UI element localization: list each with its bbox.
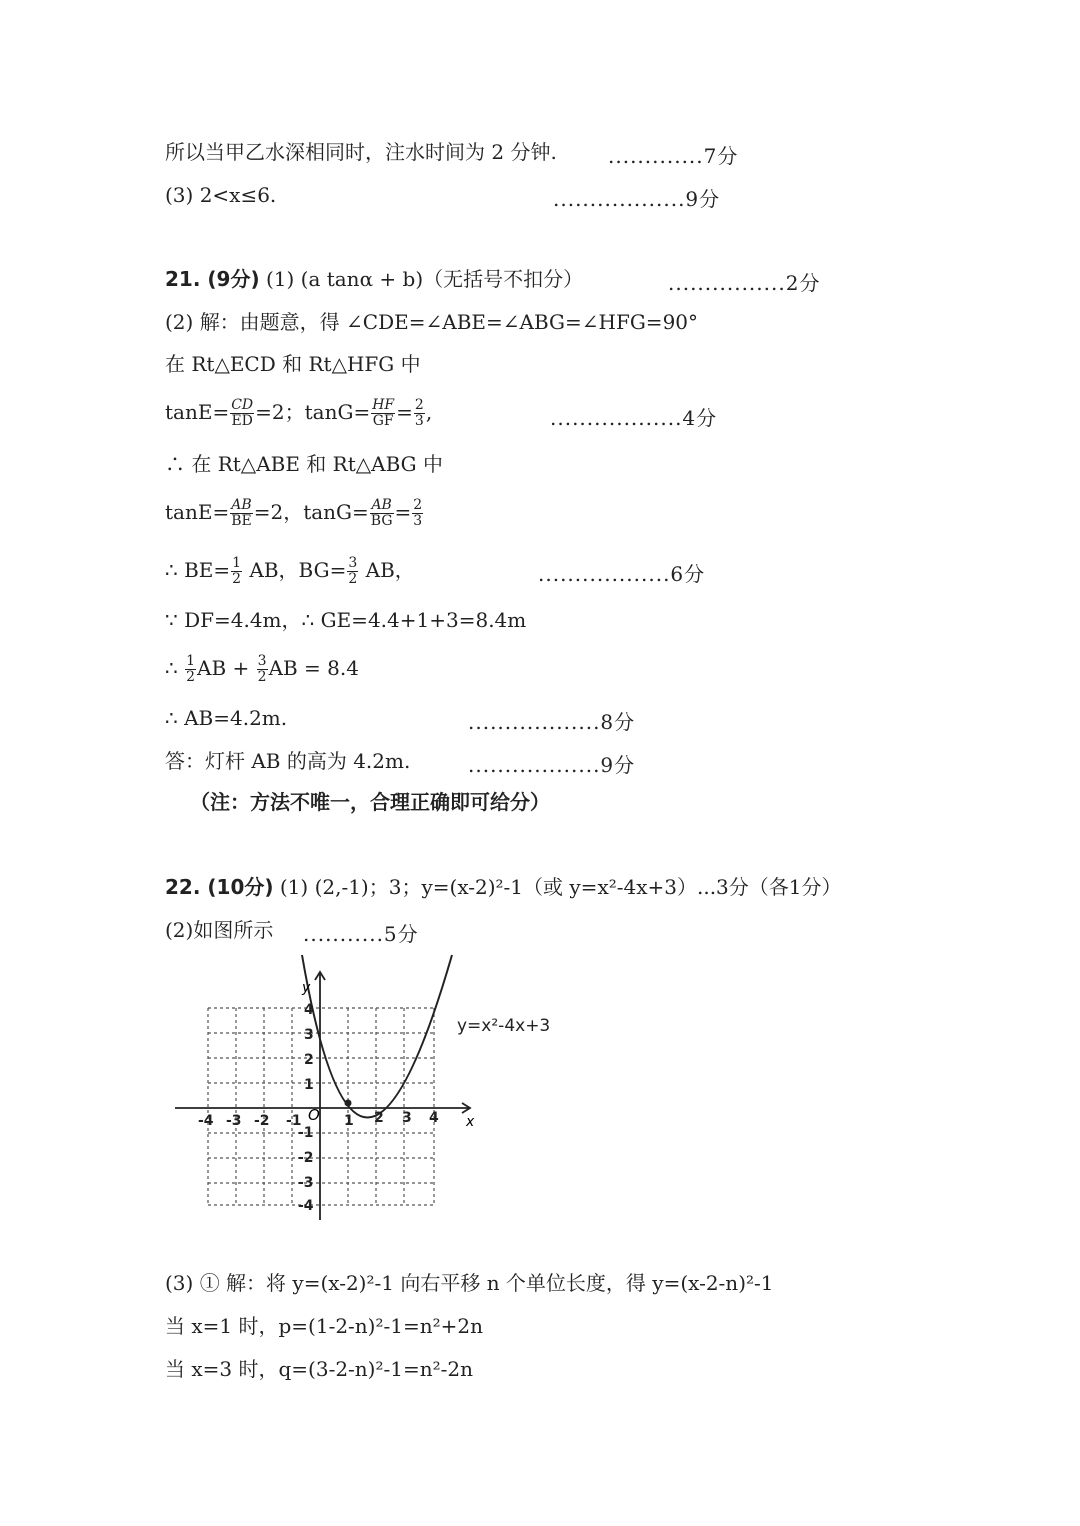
- svg-text:3: 3: [402, 1110, 412, 1126]
- score-9b: ..................9分: [468, 753, 636, 777]
- q22-line-3: (3) ① 解：将 y=(x-2)²-1 向右平移 n 个单位长度，得 y=(x-2-n)²-1: [165, 1271, 774, 1295]
- q21-tan-line-2: tanE= $\frac{AB}{BE}$ =2，tanG= $\frac{AB}{BG}$ = $\frac{2}{3}$: [165, 497, 423, 529]
- q22-heading: 22. (10分): [165, 875, 274, 899]
- fraction-2-3-b: $\frac{2}{3}$: [413, 497, 423, 529]
- score-9a: ..................9分: [553, 187, 721, 211]
- fraction-2-3: $\frac{2}{3}$: [414, 397, 424, 429]
- q21-line-2: (2) 解：由题意，得 ∠CDE=∠ABE=∠ABG=∠HFG=90°: [165, 310, 699, 334]
- q22-line-1: [165, 875, 842, 899]
- x-axis-label: x: [466, 1114, 475, 1130]
- text-line-2: (3) 2<x≤6.: [165, 183, 277, 207]
- fraction-3-2: $\frac{3}{2}$: [348, 555, 358, 587]
- fraction-1-2-b: $\frac{1}{2}$: [186, 653, 196, 685]
- curve-label: y=x²-4x+3: [457, 1016, 551, 1036]
- q21-therefore-line: ∴ 在 Rt△ABE 和 Rt△ABG 中: [165, 452, 443, 476]
- score-7: .............7分: [608, 144, 739, 168]
- q21-tan-line-1: tanE= $\frac{CD}{ED}$ =2；tanG= $\frac{HF}{GF}$ = $\frac{2}{3}$ ,: [165, 397, 433, 429]
- fraction-ab-bg: $\frac{AB}{BG}$: [370, 497, 393, 529]
- svg-text:1: 1: [304, 1077, 314, 1093]
- fraction-cd-ed: $\frac{CD}{ED}$: [231, 397, 254, 429]
- tanE-label: tanE=: [165, 400, 230, 424]
- q21-note: （注：方法不唯一，合理正确即可给分）: [190, 790, 550, 814]
- svg-text:-3: -3: [226, 1113, 242, 1129]
- point-1-0: [345, 1100, 352, 1107]
- tanG-label: =2；tanG=: [255, 400, 371, 424]
- q21-part1: (1) (a tanα + b)（无括号不扣分）: [265, 267, 584, 291]
- q21-line-1: [165, 267, 583, 291]
- svg-text:-2: -2: [298, 1150, 314, 1166]
- q22-line-2: (2)如图所示: [165, 918, 274, 942]
- tanG-label-2: =2，tanG=: [253, 500, 369, 524]
- fraction-ab-be: $\frac{AB}{BE}$: [231, 497, 252, 529]
- q21-heading: 21. (9分): [165, 267, 260, 291]
- svg-text:2: 2: [374, 1110, 384, 1126]
- score-4: ..................4分: [550, 406, 718, 430]
- svg-text:-1: -1: [286, 1113, 302, 1129]
- q21-because-line: ∵ DF=4.4m，∴ GE=4.4+1+3=8.4m: [165, 608, 527, 632]
- score-8: ..................8分: [468, 710, 636, 734]
- tanE-label-2: tanE=: [165, 500, 230, 524]
- svg-text:-1: -1: [298, 1125, 314, 1141]
- svg-text:-2: -2: [254, 1113, 270, 1129]
- fraction-1-2: $\frac{1}{2}$: [232, 555, 242, 587]
- q22-line-4: 当 x=1 时，p=(1-2-n)²-1=n²+2n: [165, 1314, 484, 1338]
- q21-answer-line: 答：灯杆 AB 的高为 4.2m.: [165, 749, 411, 773]
- score-5: ...........5分: [303, 922, 419, 946]
- parabola-graph: [170, 950, 551, 1220]
- score-6: ..................6分: [538, 562, 706, 586]
- fraction-3-2-b: $\frac{3}{2}$: [257, 653, 267, 685]
- svg-text:2: 2: [304, 1052, 314, 1068]
- q21-be-bg-line: ∴ BE= $\frac{1}{2}$ AB，BG= $\frac{3}{2}$ AB，: [165, 555, 415, 587]
- fraction-hf-gf: $\frac{HF}{GF}$: [372, 397, 395, 429]
- svg-text:1: 1: [344, 1113, 354, 1129]
- q21-line-3: 在 Rt△ECD 和 Rt△HFG 中: [165, 352, 421, 376]
- score-2: ................2分: [668, 271, 821, 295]
- svg-text:4: 4: [429, 1110, 439, 1126]
- svg-text:3: 3: [304, 1027, 314, 1043]
- svg-text:4: 4: [304, 1002, 314, 1018]
- q21-sum-line: ∴ $\frac{1}{2}$ AB + $\frac{3}{2}$ AB = 8.4: [165, 653, 359, 685]
- q22-part1: (1) (2,-1)；3；y=(x-2)²-1（或 y=x²-4x+3）...3分（各1分）: [279, 875, 842, 899]
- svg-text:-3: -3: [298, 1175, 314, 1191]
- grid: [208, 1008, 434, 1205]
- text-line-1: 所以当甲乙水深相同时，注水时间为 2 分钟.: [165, 140, 557, 164]
- svg-text:-4: -4: [298, 1198, 314, 1214]
- origin-label: O: [308, 1106, 320, 1124]
- q21-ab-line: ∴ AB=4.2m.: [165, 706, 288, 730]
- svg-text:-4: -4: [198, 1113, 214, 1129]
- q22-line-5: 当 x=3 时，q=(3-2-n)²-1=n²-2n: [165, 1357, 474, 1381]
- y-axis-label: y: [302, 980, 311, 996]
